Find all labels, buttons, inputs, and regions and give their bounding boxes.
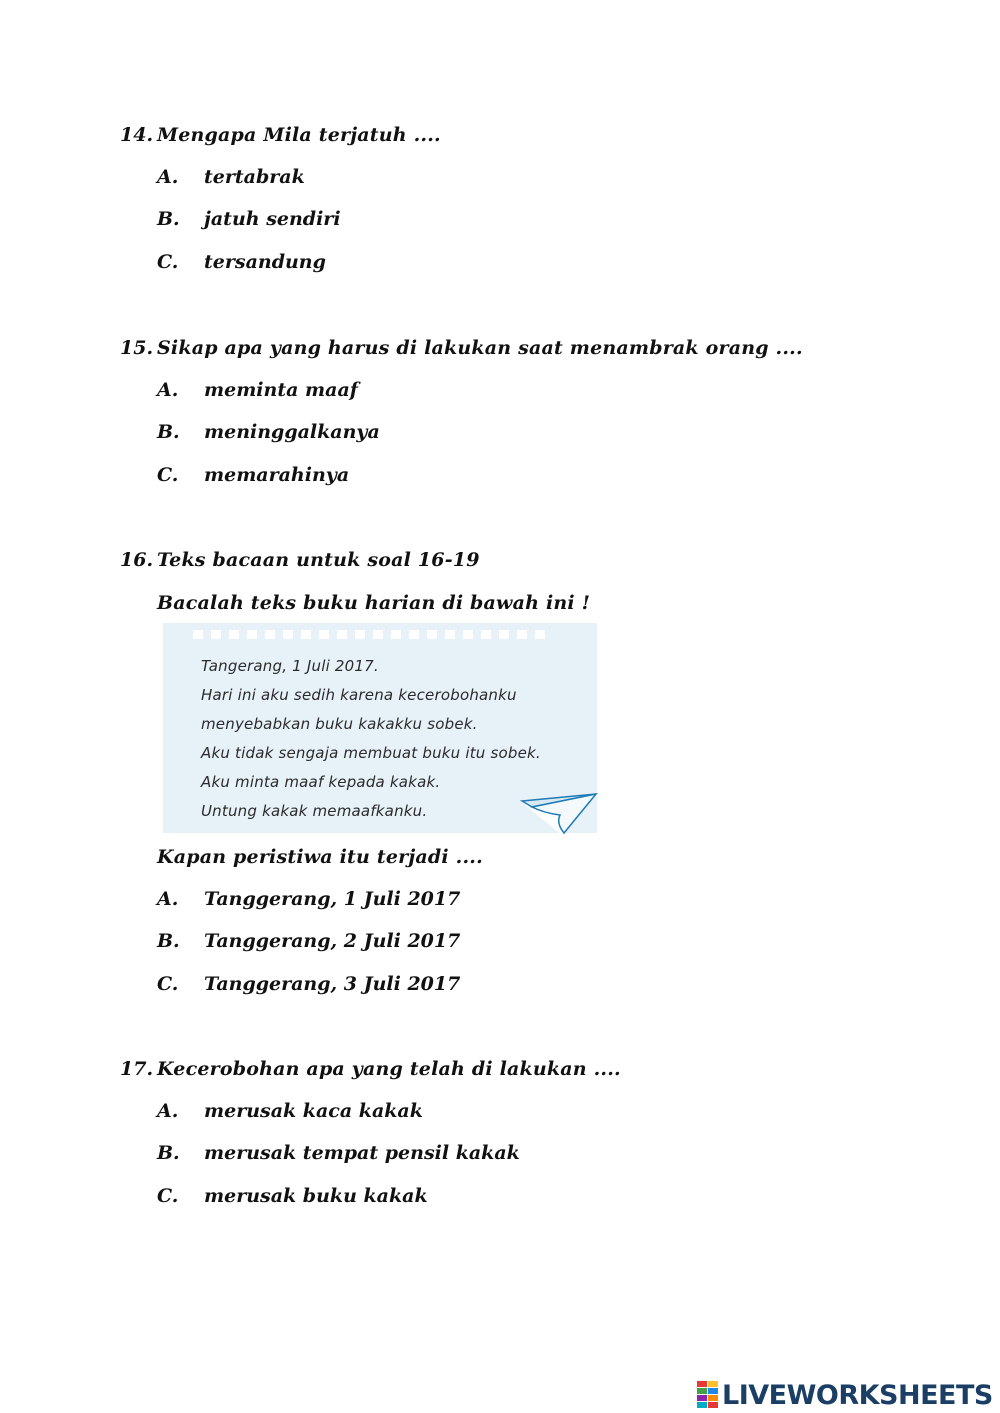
option-16-b-letter: B. (157, 930, 180, 952)
option-16-c[interactable]: Tanggerang, 3 Juli 2017 (204, 973, 461, 995)
option-15-c-letter: C. (157, 464, 179, 486)
liveworksheets-logo[interactable] (697, 1378, 993, 1412)
option-16-c-letter: C. (157, 973, 179, 995)
diary-note (163, 623, 597, 833)
diary-binding-holes (193, 630, 573, 640)
question-15-number: 15. (120, 337, 154, 359)
diary-line-2: Hari ini aku sedih karena kecerobohanku (201, 686, 517, 704)
option-17-a[interactable]: merusak kaca kakak (204, 1100, 423, 1122)
question-16-instruction: Bacalah teks buku harian di bawah ini ! (157, 592, 591, 614)
option-16-a[interactable]: Tanggerang, 1 Juli 2017 (204, 888, 461, 910)
option-16-a-letter: A. (157, 888, 179, 910)
option-17-c[interactable]: merusak buku kakak (204, 1185, 428, 1207)
question-14-text: Mengapa Mila terjatuh .... (157, 124, 441, 146)
option-14-a-letter: A. (157, 166, 179, 188)
option-17-a-letter: A. (157, 1100, 179, 1122)
option-14-b-letter: B. (157, 208, 180, 230)
option-15-b-letter: B. (157, 421, 180, 443)
option-14-c[interactable]: tersandung (204, 251, 326, 273)
question-14-number: 14. (120, 124, 154, 146)
question-16-question: Kapan peristiwa itu terjadi .... (157, 846, 483, 868)
question-16-text: Teks bacaan untuk soal 16-19 (157, 549, 480, 571)
option-14-c-letter: C. (157, 251, 179, 273)
option-15-a-letter: A. (157, 379, 179, 401)
question-16-number: 16. (120, 549, 154, 571)
option-14-a[interactable]: tertabrak (204, 166, 305, 188)
option-17-c-letter: C. (157, 1185, 179, 1207)
logo-text: LIVEWORKSHEETS (722, 1379, 993, 1411)
diary-line-4: Aku tidak sengaja membuat buku itu sobek. (201, 744, 541, 762)
option-16-b[interactable]: Tanggerang, 2 Juli 2017 (204, 930, 461, 952)
option-17-b[interactable]: merusak tempat pensil kakak (204, 1142, 520, 1164)
question-15-text: Sikap apa yang harus di lakukan saat menambrak orang .... (157, 337, 803, 359)
option-17-b-letter: B. (157, 1142, 180, 1164)
option-15-c[interactable]: memarahinya (204, 464, 350, 486)
page-curl-icon (520, 793, 600, 835)
diary-line-1: Tangerang, 1 Juli 2017. (201, 657, 379, 675)
diary-line-5: Aku minta maaf kepada kakak. (201, 773, 441, 791)
diary-line-6: Untung kakak memaafkanku. (201, 802, 428, 820)
option-14-b[interactable]: jatuh sendiri (204, 208, 341, 230)
question-17-text: Kecerobohan apa yang telah di lakukan .... (157, 1058, 621, 1080)
live-blocks-icon (697, 1381, 719, 1409)
question-17-number: 17. (120, 1058, 154, 1080)
option-15-a[interactable]: meminta maaf (204, 379, 358, 401)
diary-line-3: menyebabkan buku kakakku sobek. (201, 715, 478, 733)
option-15-b[interactable]: meninggalkanya (204, 421, 380, 443)
